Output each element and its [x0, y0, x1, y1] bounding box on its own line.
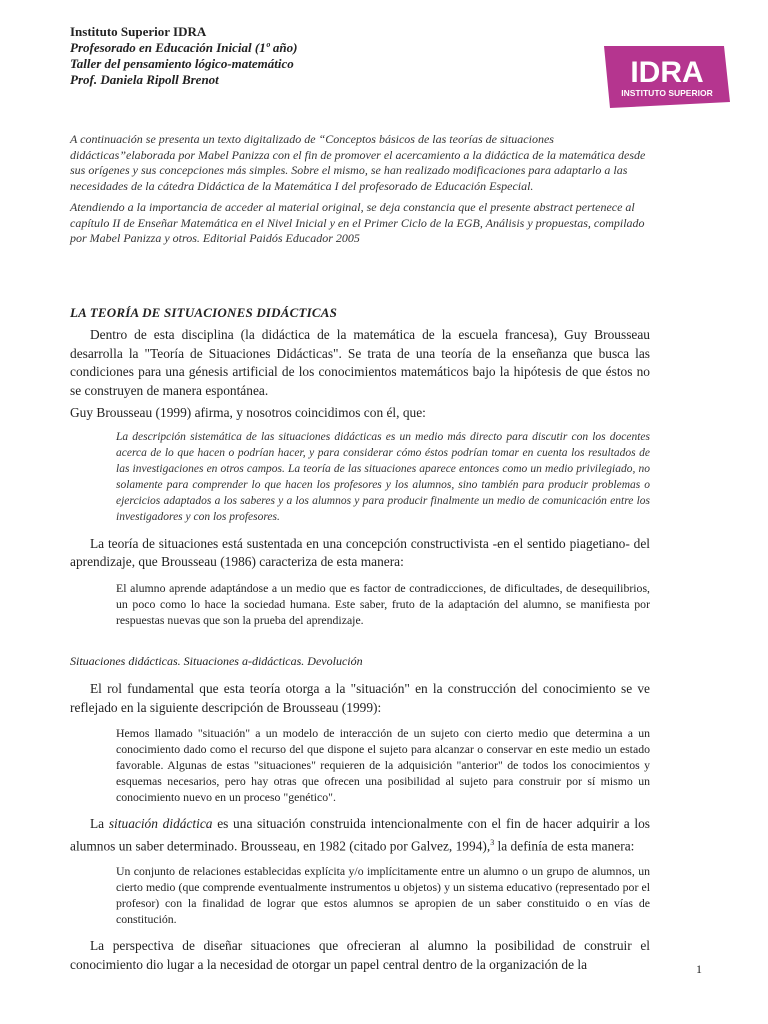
course-name: Profesorado en Educación Inicial (1º año) — [70, 40, 298, 55]
workshop-name: Taller del pensamiento lógico-matemático — [70, 56, 294, 71]
quote-block-1: La descripción sistemática de las situaciones didácticas es un medio más directo para discutir con los docentes acerca de lo que hacen o podrían hacer, y para considerar cómo éstos podrían tomar en cuenta los resultados de las investigaciones en otros campos. La teoría de las situaciones aparece entonces como un medio privilegiado, no solamente para comprender lo que hacen los profesores y los alumnos, sino también para producir problemas o ejercicios adaptados a los saberes y a los alumnos y para producir finalmente un medio de comunicación entre los investigadores y con los profesores. — [116, 430, 650, 523]
page-number: 1 — [696, 962, 702, 976]
text-run: es una situación construida intencionalmente con el fin de hacer adquirir a los alumnos un saber determinado. Brousseau, en 1982 (citado por Galvez, 1994), — [70, 816, 650, 853]
section-title: LA TEORÍA DE SITUACIONES DIDÁCTICAS — [70, 305, 338, 320]
professor-name: Prof. Daniela Ripoll Brenot — [70, 72, 219, 87]
body-paragraph-4: El rol fundamental que esta teoría otorga a la "situación" en la construcción del conocimiento se ve reflejado en la siguiente descripción de Brousseau (1999): — [70, 681, 650, 715]
body-paragraph-1: Dentro de esta disciplina (la didáctica de la matemática de la escuela francesa), Guy Brousseau desarrolla la "Teoría de Situaciones Didácticas". Se trata de una teoría de la enseñanza que busca las condiciones para una génesis artificial de los conocimientos matemáticos bajo la hipótesis de que éstos no se construyen de manera espontánea. — [70, 327, 650, 398]
body-paragraph-6: La perspectiva de diseñar situaciones que ofrecieran al alumno la posibilidad de construir el conocimiento dio lugar a la necesidad de otorgar un papel central dentro de la organización de la — [70, 938, 650, 972]
intro-note — [70, 132, 650, 253]
text-run: la definía de esta manera: — [494, 837, 635, 853]
body-text — [70, 326, 650, 974]
quote-block-4: Un conjunto de relaciones establecidas explícita y/o implícitamente entre un alumno o un grupo de alumnos, un cierto medio (que comprende eventualmente instrumentos u objetos) y un sistema educativo (representado por el profesor) con la finalidad de lograr que estos alumnos se apropien de un saber constituido o en vías de constitución. — [116, 864, 650, 927]
document-page — [70, 0, 650, 1024]
body-paragraph-3: La teoría de situaciones está sustentada en una concepción constructivista -en el sentido piagetiano- del aprendizaje, que Brousseau (1986) caracteriza de esta manera: — [70, 535, 650, 569]
logo-text: IDRA — [630, 56, 704, 89]
intro-paragraph-1: A continuación se presenta un texto digitalizado de “Conceptos básicos de las teorías de situaciones didácticas”elaborada por Mabel Panizza con el fin de promover el acercamiento a la didáctica de la matemática desde sus orígenes y sus concepciones más simples. Sobre el mismo, se han realizado modificaciones para adaptarlo a las necesidades de la cátedra Didáctica de la Matemática I del profesorado de Educación Especial. — [70, 132, 646, 193]
text-run: La — [90, 816, 109, 831]
footnote-marker: 3 — [490, 837, 495, 847]
intro-paragraph-2: Atendiendo a la importancia de acceder al material original, se deja constancia que el presente abstract pertenece al capítulo II de Enseñar Matemática en el Nivel Inicial y en el Primer Ciclo de la EGB, Análisis y propuestas, compilado por Mabel Panizza y otros. Editorial Paidós Educador 2005 — [70, 200, 645, 245]
body-paragraph-5 — [70, 815, 650, 855]
body-paragraph-2: Guy Brousseau (1999) afirma, y nosotros coincidimos con él, que: — [70, 405, 426, 420]
institution-name: Instituto Superior IDRA — [70, 24, 207, 39]
idra-logo — [604, 46, 730, 108]
emphasis-term: situación didáctica — [108, 816, 213, 831]
quote-block-3: Hemos llamado "situación" a un modelo de interacción de un sujeto con cierto medio que determina a un conocimiento dado como el recurso del que dispone el sujeto para alcanzar o conservar en este medio un estado favorable. Algunas de estas "situaciones" requieren de la adquisición "anterior" de todos los conocimientos y esquemas necesarios, pero hay otras que ofrecen una posibilidad al sujeto para construir por sí mismo un conocimiento nuevo en un proceso "genético". — [116, 726, 650, 804]
quote-block-2: El alumno aprende adaptándose a un medio que es factor de contradicciones, de dificultades, de desequilibrios, un poco como lo hace la sociedad humana. Este saber, fruto de la adaptación del alumno, se manifiesta por respuestas nuevas que son la prueba del aprendizaje. — [116, 580, 650, 627]
subsection-title: Situaciones didácticas. Situaciones a-didácticas. Devolución — [70, 653, 363, 668]
document-header — [70, 24, 297, 88]
logo-subtext: INSTITUTO SUPERIOR — [621, 88, 713, 98]
